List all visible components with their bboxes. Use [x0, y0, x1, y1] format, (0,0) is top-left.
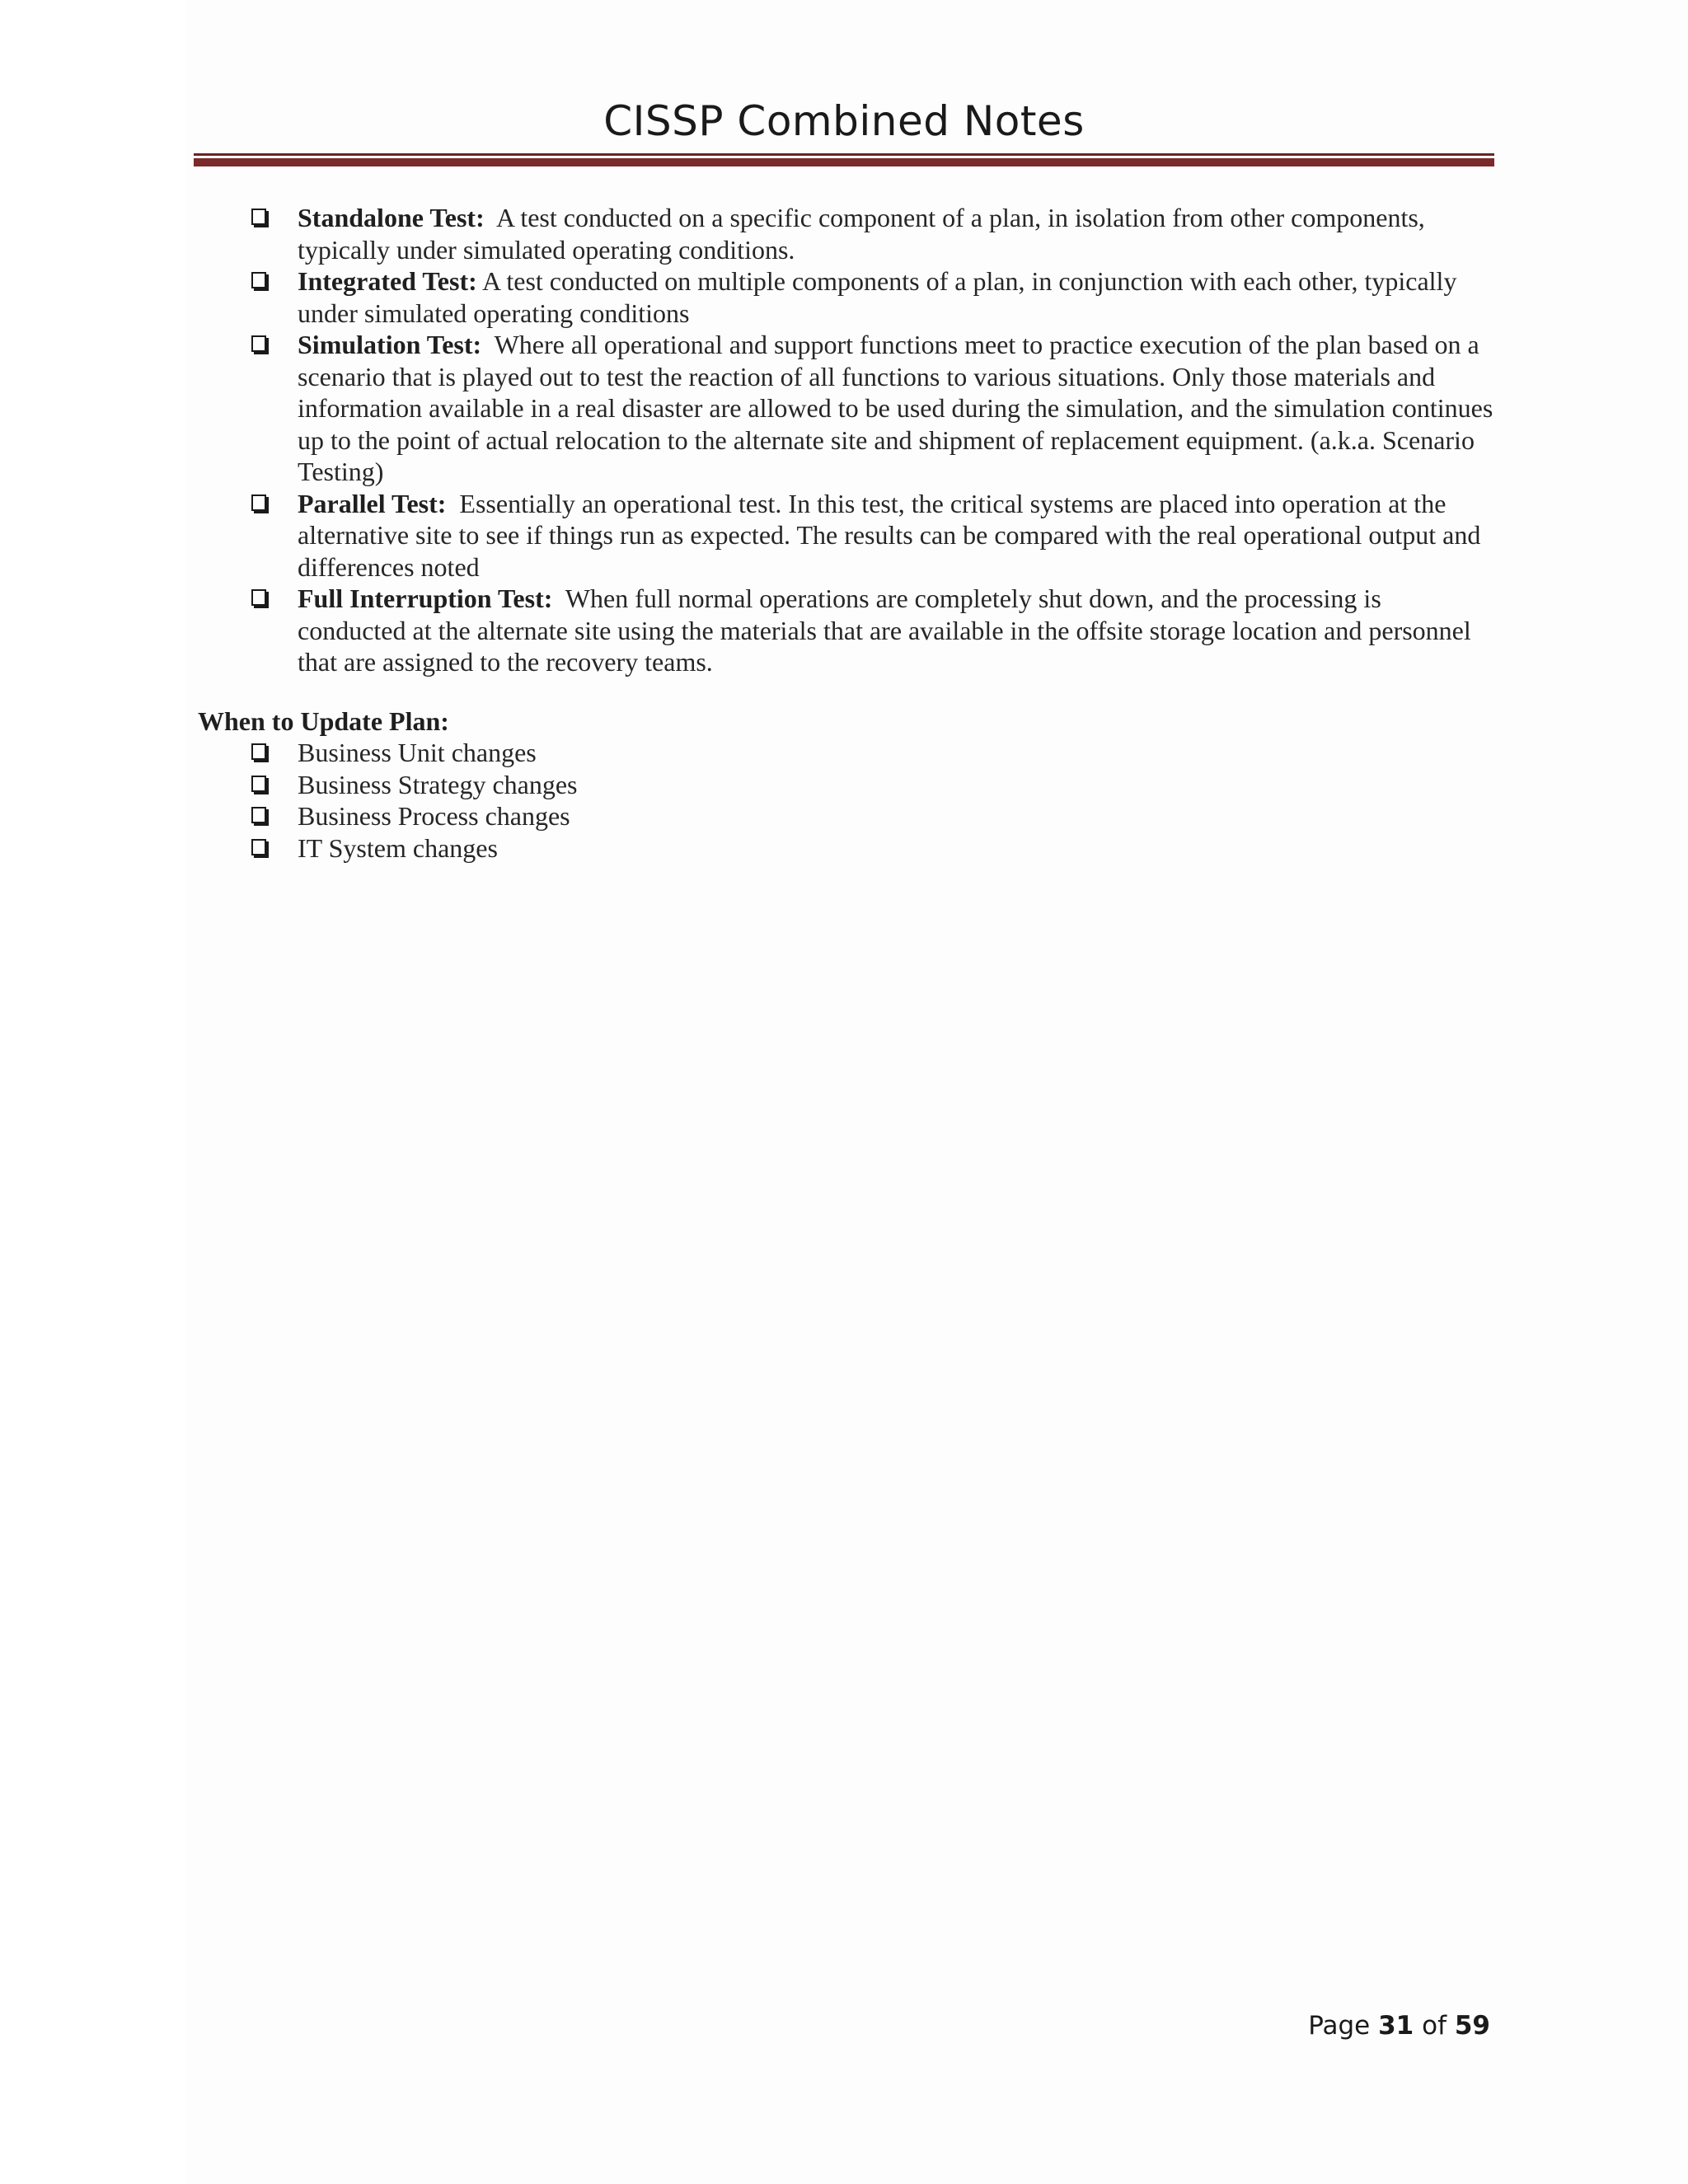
page-footer: [1308, 2011, 1490, 2041]
update-plan-heading: When to Update Plan:: [198, 705, 449, 736]
term-description: A test conducted on a specific component of a plan, in isolation from other components, typically under simulated operating conditions.: [298, 203, 1425, 265]
header-rule-thick: [194, 158, 1494, 166]
term-description: Essentially an operational test. In this test, the critical systems are placed into operation at the alternative site to see if things run as expected. The results can be compared with the real operational output and differences noted: [298, 488, 1481, 582]
term-label: Parallel Test:: [298, 488, 447, 518]
list-item: [198, 769, 1496, 801]
list-item-text: Business Strategy changes: [298, 769, 578, 799]
checkbox-bullet-icon: [251, 839, 266, 855]
list-item: [198, 737, 1496, 769]
checkbox-bullet-icon: [251, 272, 266, 288]
list-item-standalone-test: [198, 202, 1496, 265]
term-label: Simulation Test:: [298, 330, 482, 359]
list-item-text: IT System changes: [298, 832, 498, 863]
update-plan-list: [198, 737, 1496, 864]
list-item: [198, 800, 1496, 832]
list-item: [198, 832, 1496, 865]
page-number: 31: [1378, 2011, 1414, 2041]
checkbox-bullet-icon: [251, 776, 266, 792]
checkbox-bullet-icon: [251, 807, 266, 823]
list-item-simulation-test: [198, 329, 1496, 488]
page-total: 59: [1454, 2011, 1490, 2041]
document-body: [198, 202, 1496, 864]
checkbox-bullet-icon: [251, 335, 266, 352]
test-types-list: [198, 202, 1496, 678]
checkbox-bullet-icon: [251, 743, 266, 760]
term-label: Standalone Test:: [298, 203, 485, 232]
term-label: Full Interruption Test:: [298, 583, 553, 613]
term-description: Where all operational and support functions meet to practice execution of the plan based on a scenario that is played out to test the reaction of all functions to various situations. Only those materials and information available in a real disaster are allowed to be used during the simulation, and the simulation continues up to the point of actual relocation to the alternate site and shipment of replacement equipment. (a.k.a. Scenario Testing): [298, 330, 1493, 486]
list-item-parallel-test: [198, 488, 1496, 583]
checkbox-bullet-icon: [251, 494, 266, 511]
checkbox-bullet-icon: [251, 589, 266, 606]
term-label: Integrated Test:: [298, 266, 477, 296]
list-item-full-interruption-test: [198, 583, 1496, 678]
page-header-title: CISSP Combined Notes: [603, 97, 1085, 145]
of-label: of: [1422, 2011, 1447, 2041]
list-item-text: Business Unit changes: [298, 738, 537, 767]
page-label: Page: [1308, 2011, 1371, 2041]
list-item-text: Business Process changes: [298, 801, 570, 831]
header-rule-thin: [194, 153, 1494, 156]
list-item-integrated-test: [198, 265, 1496, 329]
term-description: When full normal operations are completely shut down, and the processing is conducted at the alternate site using the materials that are available in the offsite storage location and personnel that are assigned to the recovery teams.: [298, 583, 1471, 677]
term-description: A test conducted on multiple components of a plan, in conjunction with each other, typically under simulated operating conditions: [298, 266, 1457, 328]
checkbox-bullet-icon: [251, 209, 266, 225]
